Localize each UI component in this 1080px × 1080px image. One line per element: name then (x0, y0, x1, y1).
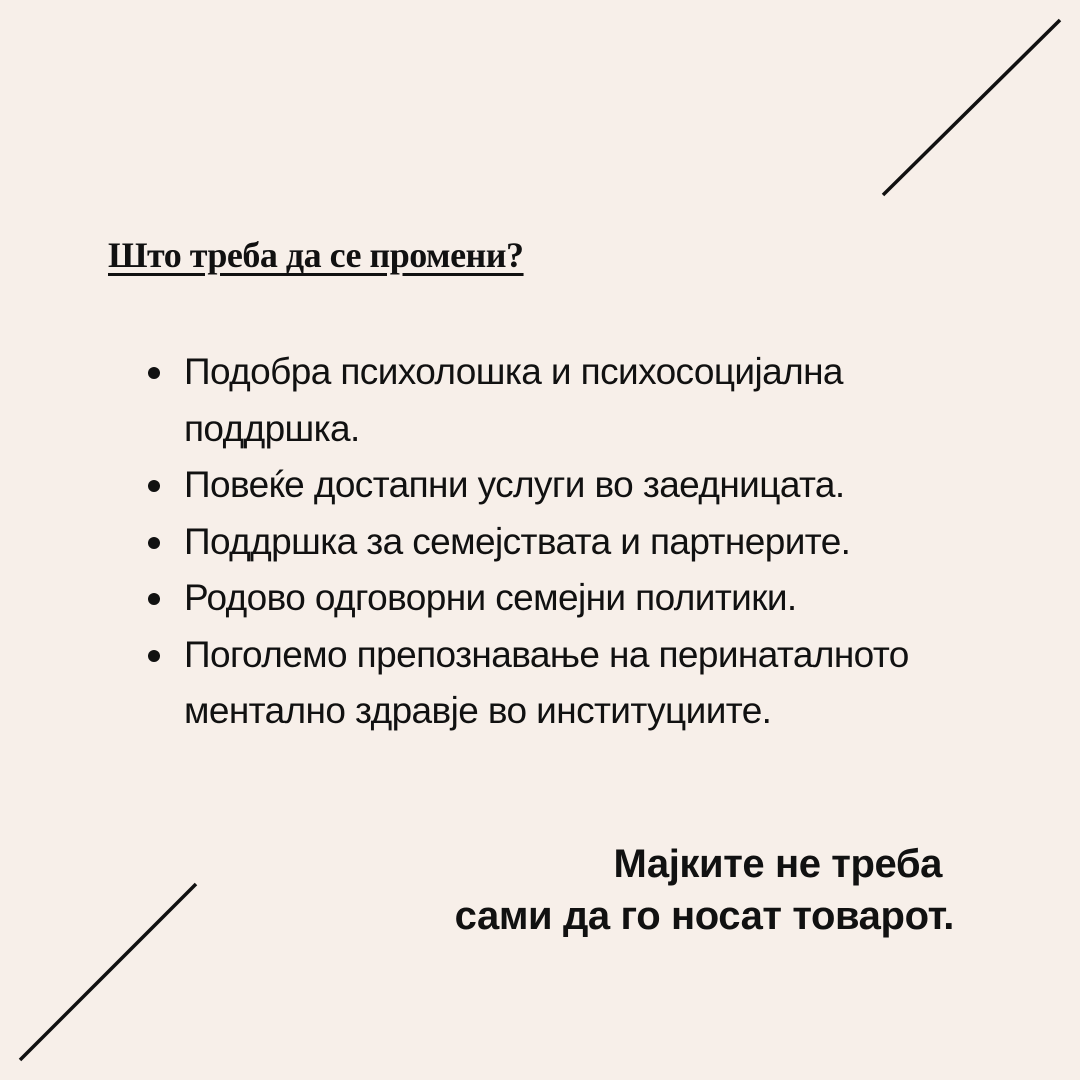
closing-statement (455, 838, 954, 942)
list-item-text: Родово одговорни семејни политики. (184, 577, 797, 618)
list-item (144, 570, 934, 627)
closing-line-two: сами да го носат товарот. (454, 894, 954, 938)
list-item-text: Подобра психолошка и психосоцијална поддршка. (184, 351, 843, 449)
list-item (144, 457, 934, 514)
bullet-list (144, 344, 934, 740)
list-item-text: Поддршка за семејствата и партнерите. (184, 520, 851, 562)
bullet-icon (148, 480, 160, 492)
list-item-text: Повеќе достапни услуги во заедницата. (184, 464, 845, 505)
closing-line-one: Мајките не треба (613, 842, 942, 886)
bullet-icon (148, 593, 160, 605)
page-title: Што треба да се промени? (108, 235, 524, 275)
bullet-icon (148, 650, 160, 662)
list-item-text: Поголемо препознавање на перинаталното ментално здравје во институциите. (184, 633, 909, 731)
bullet-icon (148, 537, 160, 549)
list-item (144, 344, 934, 457)
bullet-icon (148, 367, 160, 379)
list-item (144, 627, 934, 740)
list-item (144, 514, 934, 571)
